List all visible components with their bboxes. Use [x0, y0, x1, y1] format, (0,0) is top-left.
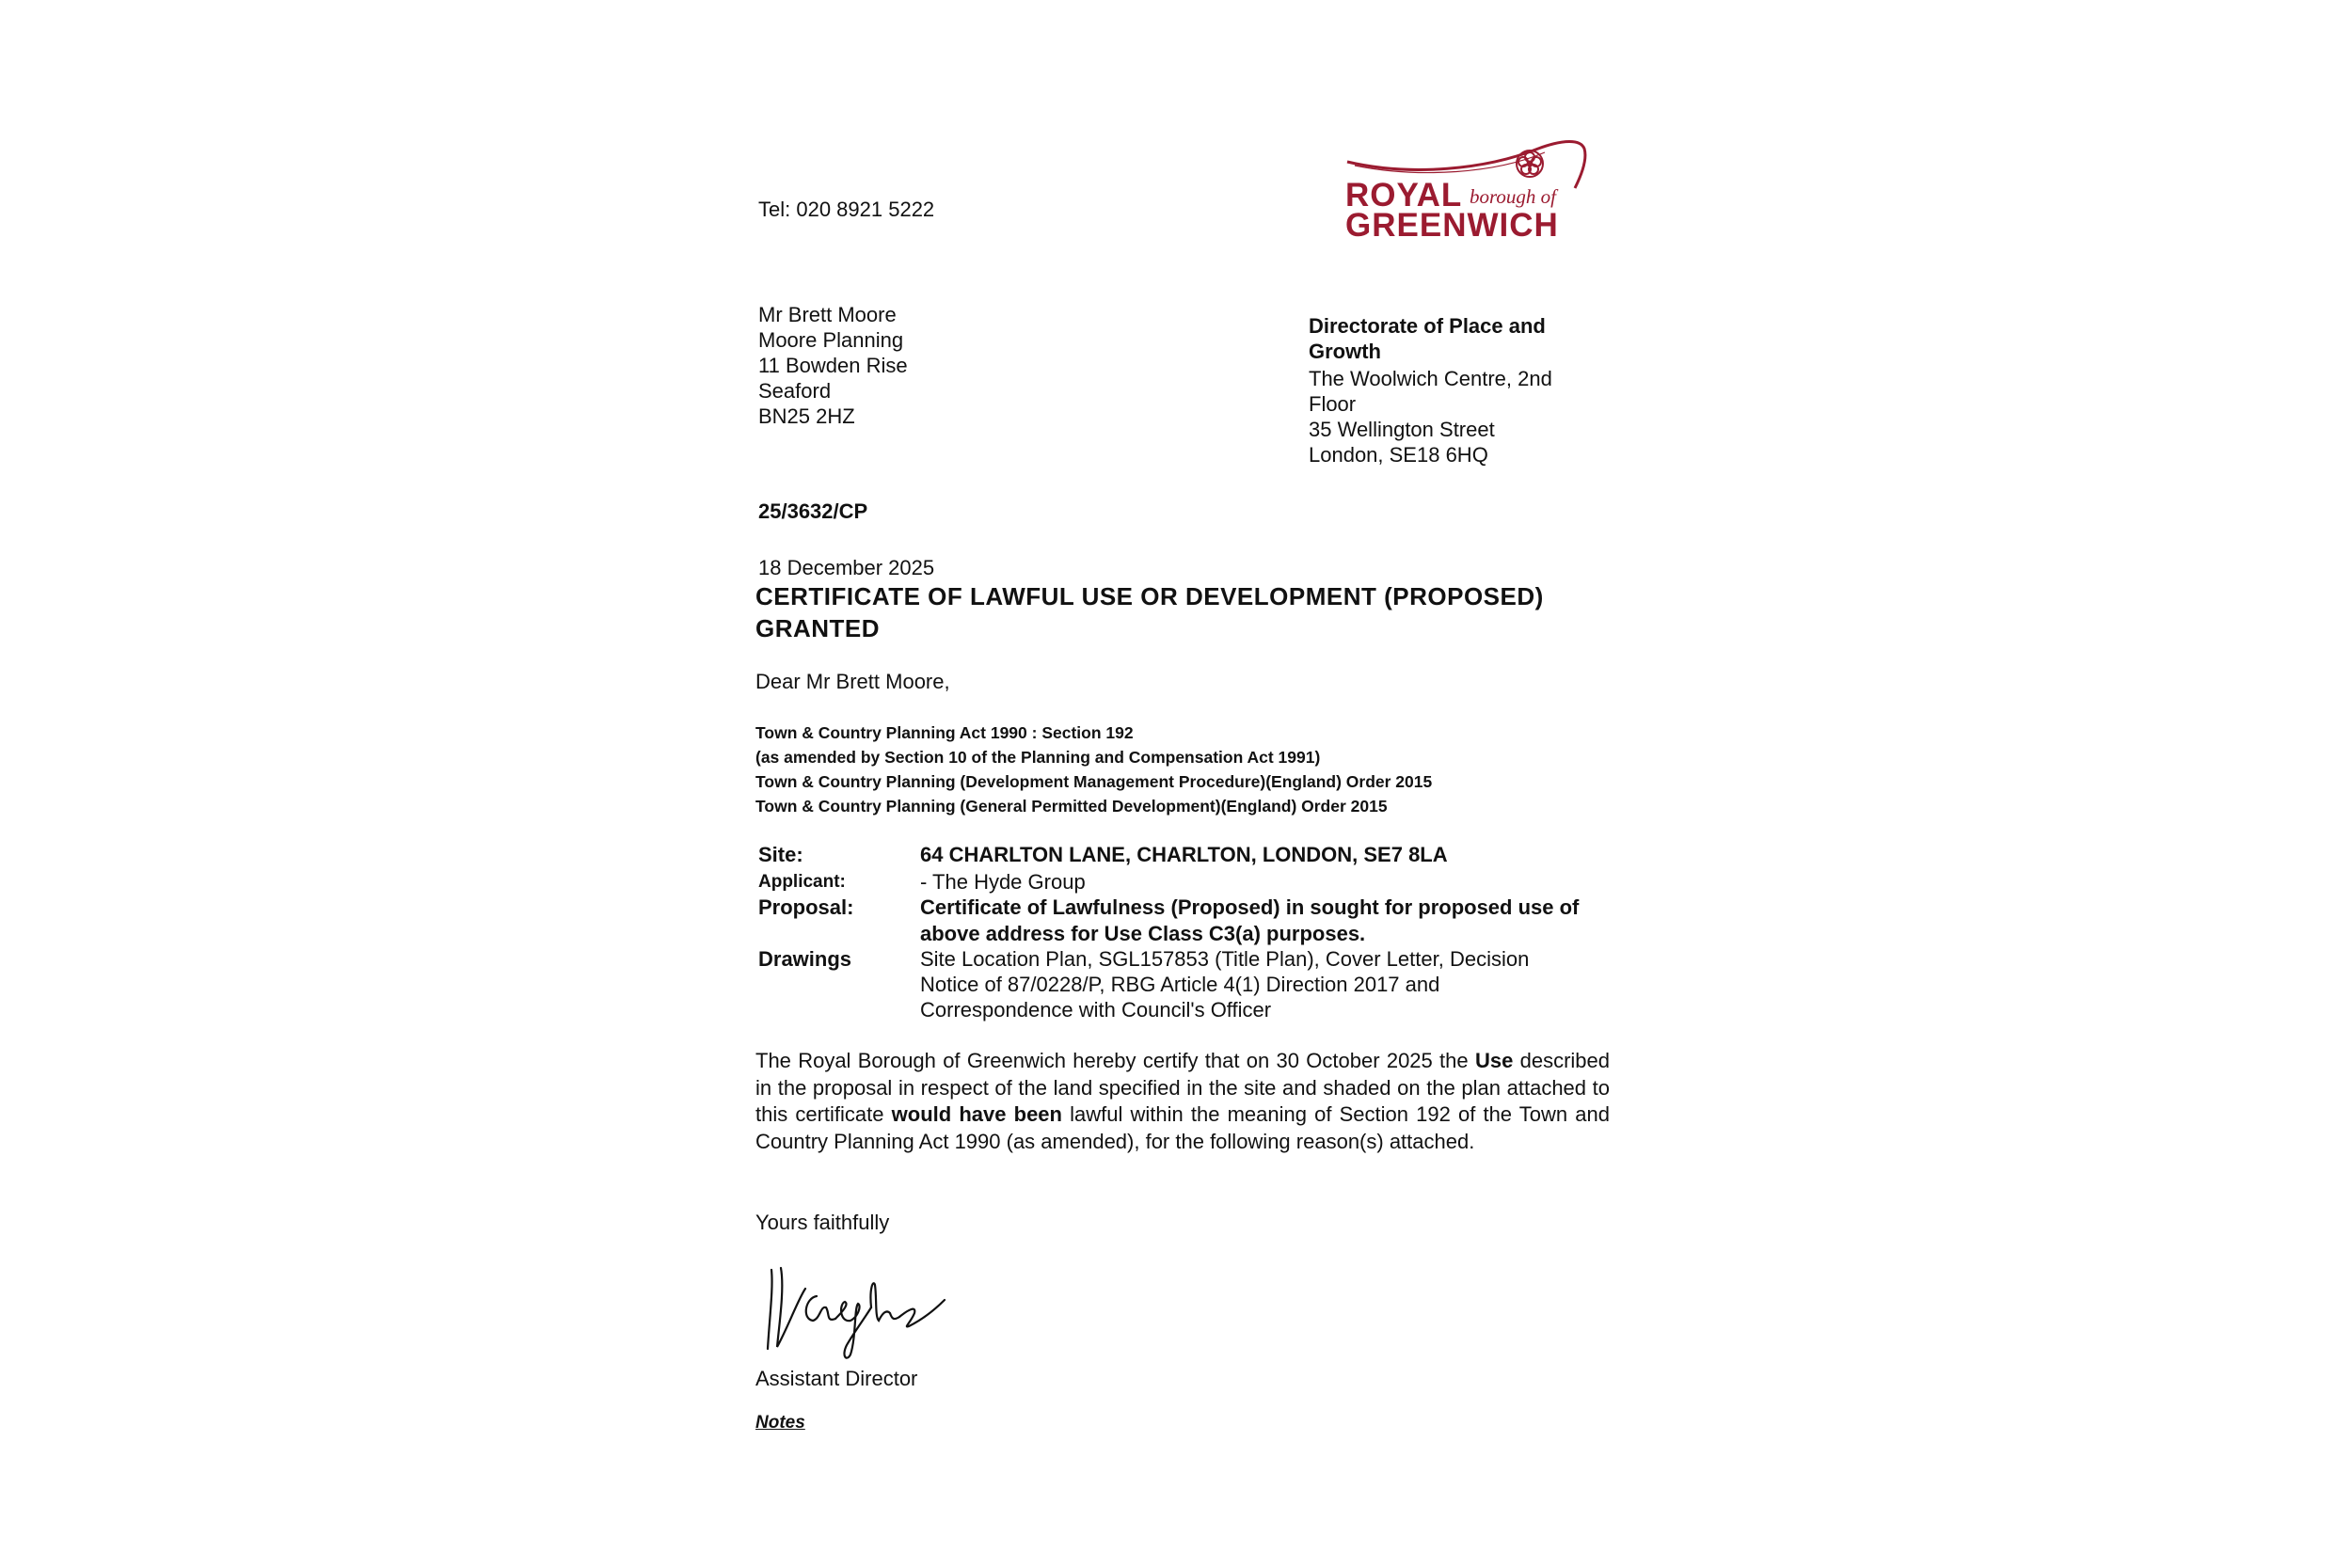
sender-address-line: Floor — [1309, 392, 1357, 416]
legislation-line: Town & Country Planning Act 1990 : Section 192 — [755, 723, 1134, 742]
certification-text: described in the proposal in respect of the land specified in the site and shaded on the plan attached to this certificate — [755, 1049, 1610, 1126]
telephone-number: Tel: 020 8921 5222 — [758, 198, 935, 221]
signature — [760, 1251, 948, 1364]
signatory-title: Assistant Director — [755, 1367, 918, 1390]
certification-text: The Royal Borough of Greenwich hereby certify that on 30 October 2025 the — [755, 1049, 1469, 1072]
certification-bold-would-have-been: would have been — [891, 1102, 1062, 1126]
closing-phrase: Yours faithfully — [755, 1211, 890, 1234]
drawings-value — [920, 946, 1597, 1022]
proposal-line: Certificate of Lawfulness (Proposed) in sought for proposed use of — [920, 895, 1580, 919]
applicant-value: - The Hyde Group — [920, 870, 1086, 894]
certification-bold-use: Use — [1474, 1049, 1514, 1072]
directorate-name: Growth — [1309, 340, 1381, 363]
sender-address-line: 35 Wellington Street — [1309, 418, 1495, 441]
site-label: Site: — [758, 843, 803, 866]
sender-address — [1309, 313, 1552, 467]
notes-heading: Notes — [755, 1413, 805, 1433]
sender-address-line: London, SE18 6HQ — [1309, 443, 1488, 467]
drawings-line: Notice of 87/0228/P, RBG Article 4(1) Direction 2017 and — [920, 973, 1440, 996]
sender-address-line: The Woolwich Centre, 2nd — [1309, 367, 1552, 390]
directorate-name: Directorate of Place and — [1309, 314, 1546, 338]
logo-word-borough: borough of — [1470, 185, 1556, 208]
legislation-line: (as amended by Section 10 of the Planning and Compensation Act 1991) — [755, 748, 1321, 767]
drawings-line: Correspondence with Council's Officer — [920, 998, 1272, 1022]
recipient-line: 11 Bowden Rise — [758, 354, 908, 377]
recipient-line: Mr Brett Moore — [758, 303, 897, 326]
legislation-list — [755, 721, 1432, 818]
royal-greenwich-logo — [1345, 132, 1599, 249]
certification-text: lawful within the meaning of Section 192 of the Town and Country Planning Act 1990 (as amended), for the following reason(s) attached. — [755, 1102, 1610, 1153]
site-value: 64 CHARLTON LANE, CHARLTON, LONDON, SE7 8LA — [920, 843, 1448, 866]
certification-paragraph — [755, 1048, 1610, 1155]
drawings-line: Site Location Plan, SGL157853 (Title Plan), Cover Letter, Decision — [920, 947, 1530, 971]
recipient-address — [758, 302, 908, 429]
legislation-line: Town & Country Planning (Development Management Procedure)(England) Order 2015 — [755, 772, 1433, 791]
recipient-line: Seaford — [758, 379, 832, 403]
reference-number: 25/3632/CP — [758, 499, 868, 523]
proposal-line: above address for Use Class C3(a) purposes. — [920, 922, 1366, 945]
salutation: Dear Mr Brett Moore, — [755, 670, 950, 693]
logo-word-royal: ROYAL — [1345, 177, 1463, 214]
legislation-line: Town & Country Planning (General Permitted Development)(England) Order 2015 — [755, 797, 1388, 816]
proposal-value — [920, 895, 1597, 947]
certificate-title-line: CERTIFICATE OF LAWFUL USE OR DEVELOPMENT (PROPOSED) — [755, 582, 1544, 610]
handwritten-signature-icon — [760, 1251, 948, 1364]
certificate-title-line: GRANTED — [755, 614, 881, 642]
recipient-line: Moore Planning — [758, 328, 904, 352]
recipient-line: BN25 2HZ — [758, 404, 855, 428]
logo-word-greenwich: GREENWICH — [1345, 207, 1559, 244]
certificate-title — [755, 580, 1544, 644]
letter-date: 18 December 2025 — [758, 556, 935, 579]
proposal-label: Proposal: — [758, 895, 854, 919]
drawings-label: Drawings — [758, 947, 852, 971]
applicant-label: Applicant: — [758, 872, 846, 892]
